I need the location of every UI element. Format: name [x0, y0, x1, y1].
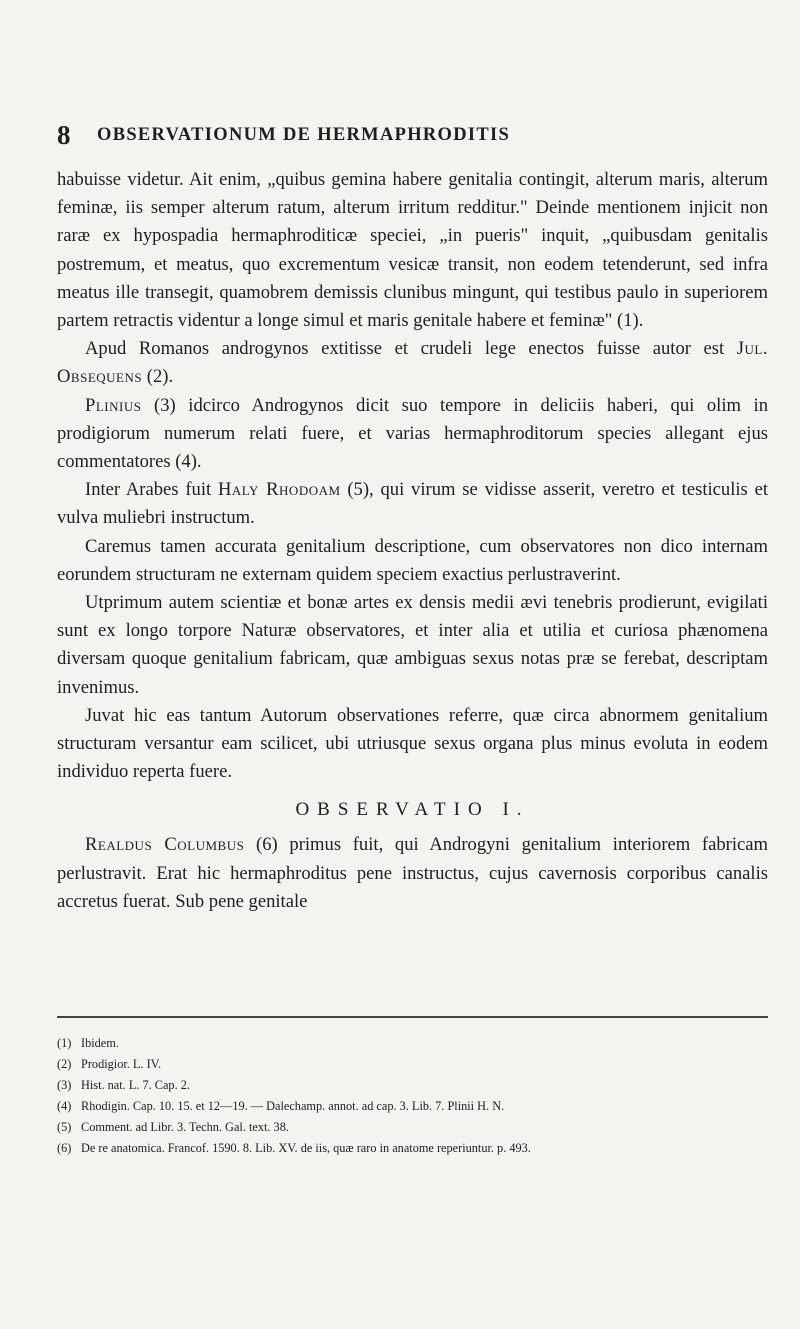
- paragraph-1: habuisse videtur. Ait enim, „quibus gemina habere genitalia contingit, alterum maris, alterum feminæ, iis semper alterum ratum, alterum irritum redditur." Deinde mentionem injicit non raræ ex hypospadia hermaphroditicæ speciei, „in pueris" inquit, „quibusdam genitalis postremum, et meatus, quo excrementum vesicæ transit, non eodem tetenderunt, sed infra meatus ille transegit, quamobrem demissis clunibus mingunt, qui testibus paulo in superiorem partem retractis videntur a longe simul et maris genitale habere et feminæ" (1).: [57, 169, 768, 332]
- page-header: [57, 118, 760, 152]
- paragraph-6: Utprimum autem scientiæ et bonæ artes ex densis medii ævi tenebris prodierunt, evigilati sunt ex longo torpore Naturæ observatores, et inter alia et utilia et curiosa phænomena diversam quoque genitalium fabricam, quæ ambiguas sexus notas præ se ferebat, descriptam invenimus.: [57, 592, 768, 698]
- footnote-text: Rhodigin. Cap. 10. 15. et 12—19. — Dalechamp. annot. ad cap. 3. Lib. 7. Plinii H. N.: [81, 1099, 505, 1113]
- observatio-heading: OBSERVATIO I.: [295, 799, 530, 821]
- page-number: 8: [57, 120, 71, 150]
- paragraph-2: [57, 335, 768, 391]
- footnote-number: (1): [57, 1036, 72, 1050]
- running-title: OBSERVATIONUM DE HERMAPHRODITIS: [97, 125, 511, 145]
- footnote-number: (3): [57, 1078, 72, 1092]
- footnote-text: Ibidem.: [81, 1036, 119, 1050]
- footnote-item: [57, 1054, 768, 1075]
- paragraph-2-text-before: Apud Romanos androgynos extitisse et crudeli lege enectos fuisse autor est: [85, 338, 737, 360]
- paragraph-2-text-after: (2).: [142, 366, 174, 388]
- paragraph-3: [57, 392, 768, 477]
- footnotes: [57, 1033, 768, 1159]
- footnote-text: Comment. ad Libr. 3. Techn. Gal. text. 38.: [81, 1120, 289, 1134]
- footnote-text: Prodigior. L. IV.: [81, 1057, 162, 1071]
- footnote-number: (2): [57, 1057, 72, 1071]
- paragraph-7: Juvat hic eas tantum Autorum observationes referre, quæ circa abnormem genitalium structuram versantur eam scilicet, ubi utriusque sexus organa plus minus evoluta in eodem individuo reperta fuere.: [57, 704, 768, 783]
- paragraph-8-text-after: (6) primus fuit, qui Androgyni genitalium interiorem fabricam perlustravit. Erat hic hermaphroditus pene instructus, cujus cavernosis corporibus canalis accretus fuerat. Sub pene genitale: [57, 834, 768, 912]
- author-name-plinius: Plinius: [85, 394, 142, 416]
- author-name-haly-rhodoam: Haly Rhodoam: [217, 479, 341, 501]
- footnote-number: (5): [57, 1120, 72, 1134]
- paragraph-4-text-after: (5), qui virum se vidisse asserit, veretro et testiculis et vulva muliebri instructum.: [57, 479, 768, 529]
- footnote-divider: [57, 1016, 768, 1018]
- footnote-text: Hist. nat. L. 7. Cap. 2.: [81, 1078, 190, 1092]
- author-name-realdus-columbus: Realdus Columbus: [85, 834, 245, 856]
- main-text: [57, 166, 768, 916]
- paragraph-4: [57, 476, 768, 532]
- paragraph-5: Caremus tamen accurata genitalium descriptione, cum observatores non dico internam eorundem structuram ne externam quidem speciem exactius perlustraverint.: [57, 535, 768, 585]
- footnote-item: [57, 1117, 768, 1138]
- footnote-item: [57, 1033, 768, 1054]
- footnote-text: De re anatomica. Francof. 1590. 8. Lib. XV. de iis, quæ raro in anatome reperiuntur. p. 493.: [81, 1141, 531, 1155]
- paragraph-4-text-before: Inter Arabes fuit: [85, 479, 218, 501]
- footnote-item: [57, 1096, 768, 1117]
- footnote-number: (6): [57, 1141, 72, 1155]
- author-name-obsequens: Jul. Obsequens: [57, 338, 768, 388]
- footnote-number: (4): [57, 1099, 72, 1113]
- paragraph-3-text-after: (3) idcirco Androgynos dicit suo tempore in deliciis haberi, qui olim in prodigiorum numerum relati fuere, et varias hermaphroditorum species allegant ejus commentatores (4).: [57, 394, 768, 473]
- footnote-item: [57, 1138, 768, 1159]
- paragraph-8: [57, 831, 768, 916]
- footnote-item: [57, 1075, 768, 1096]
